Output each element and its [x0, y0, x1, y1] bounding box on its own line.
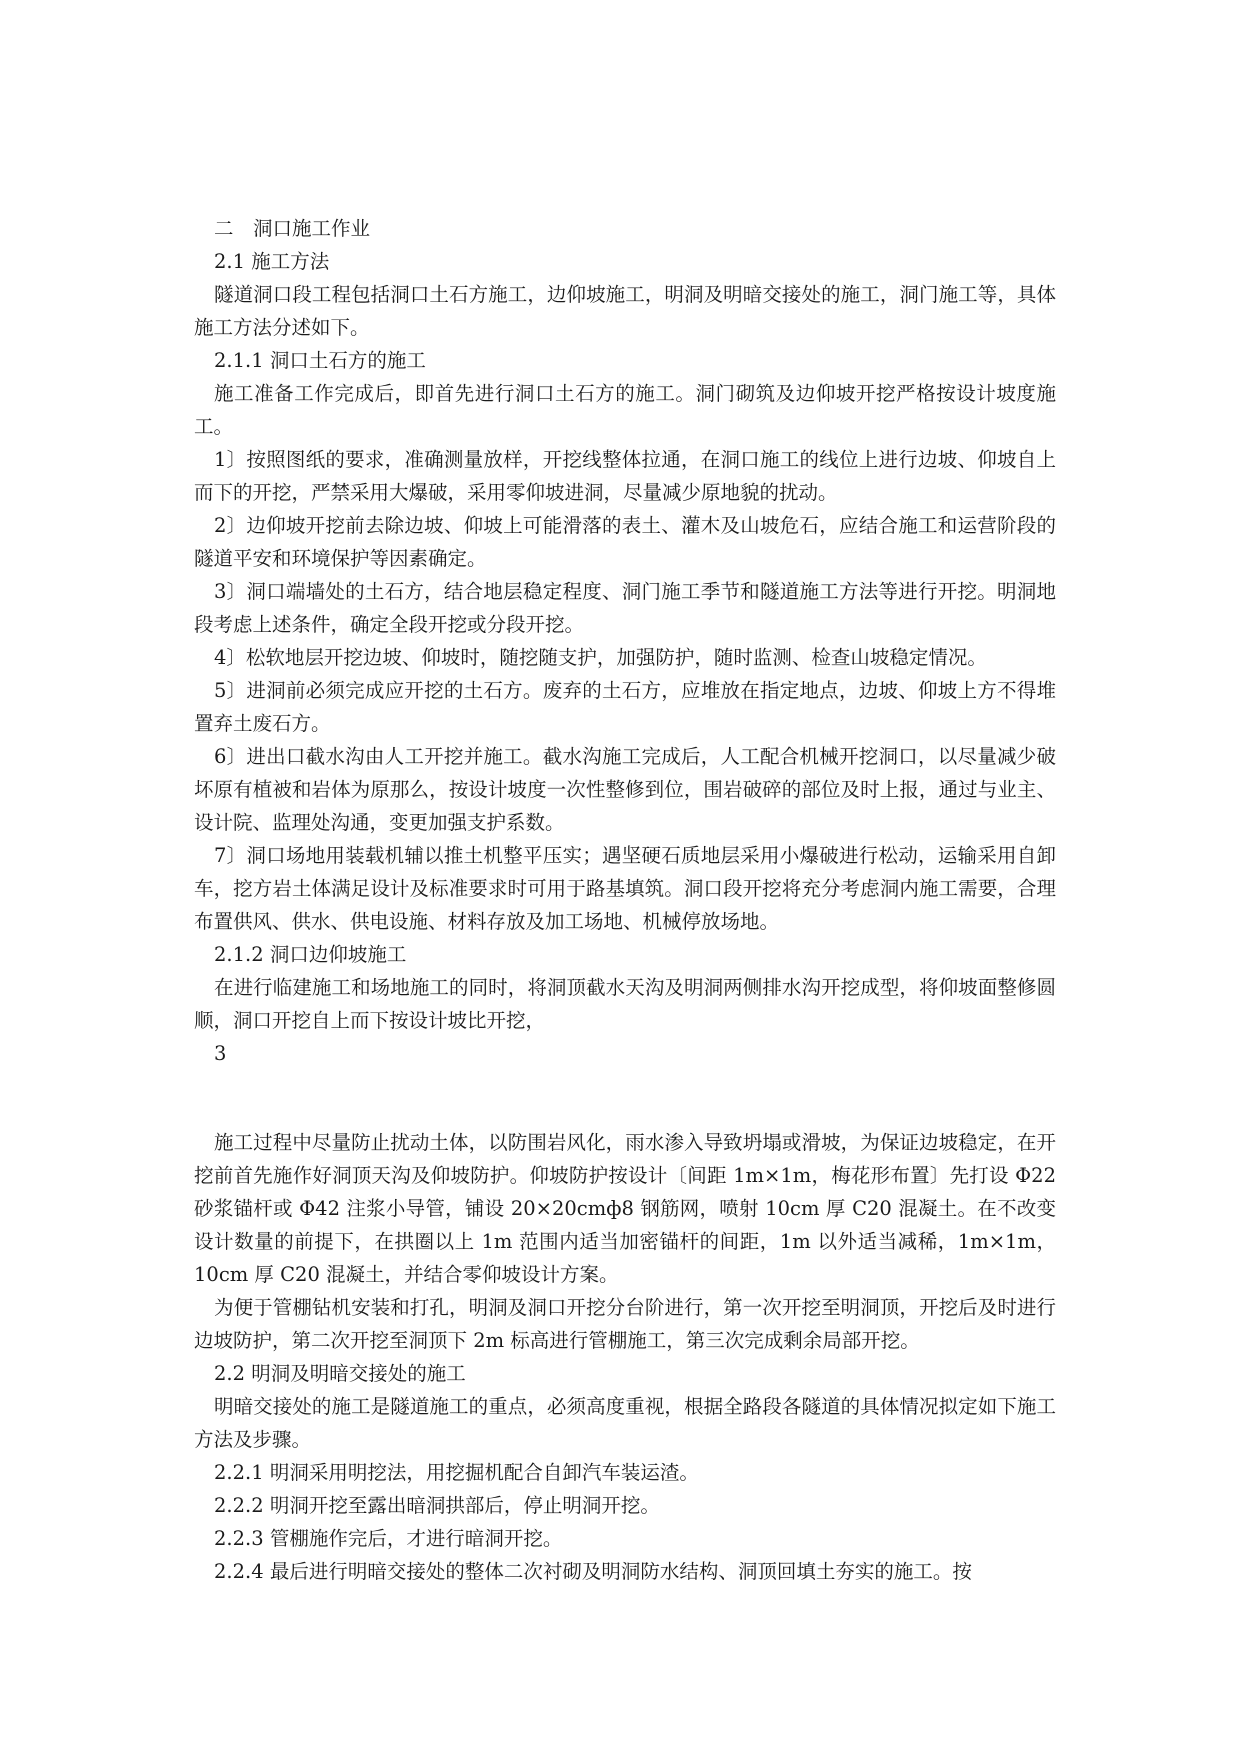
step-item: 2.2.3 管棚施作完后，才进行暗洞开挖。 — [214, 1527, 563, 1550]
continuation-paragraph: 施工过程中尽量防止扰动土体，以防围岩风化，雨水渗入导致坍塌或滑坡，为保证边坡稳定，在开挖前首先施作好洞顶天沟及仰坡防护。仰坡防护按设计〔间距 1m×1m，梅花形布置〕先打设 Φ22 砂浆锚杆或 Φ42 注浆小导管，铺设 20×20cmф8 钢筋网，喷射 10cm 厚 C20 混凝土。在不改变设计数量的前提下，在拱圈以上 1m 范围内适当加密锚杆的间距，1m 以外适当减稀，1m×1m，10cm 厚 C20 混凝土，并结合零仰坡设计方案。 — [194, 1131, 1056, 1286]
list-item: 3〕洞口端墙处的土石方，结合地层稳定程度、洞门施工季节和隧道施工方法等进行开挖。明洞地段考虑上述条件，确定全段开挖或分段开挖。 — [194, 580, 1056, 636]
page-two-body — [194, 1126, 1056, 1588]
list-item: 4〕松软地层开挖边坡、仰坡时，随挖随支护，加强防护，随时监测、检查山坡稳定情况。 — [214, 646, 987, 669]
list-item: 5〕进洞前必须完成应开挖的土石方。废弃的土石方，应堆放在指定地点，边坡、仰坡上方不得堆置弃土废石方。 — [194, 679, 1056, 735]
intro-paragraph: 隧道洞口段工程包括洞口土石方施工，边仰坡施工，明洞及明暗交接处的施工，洞门施工等，具体施工方法分述如下。 — [194, 283, 1056, 339]
page-number: 3 — [214, 1042, 227, 1065]
section-title: 二 洞口施工作业 — [214, 217, 371, 240]
step-item: 2.2.1 明洞采用明挖法，用挖掘机配合自卸汽车装运渣。 — [214, 1461, 699, 1484]
list-item: 1〕按照图纸的要求，准确测量放样，开挖线整体拉通，在洞口施工的线位上进行边坡、仰坡自上而下的开挖，严禁采用大爆破，采用零仰坡进洞，尽量减少原地貌的扰动。 — [194, 448, 1056, 504]
step-item: 2.2.4 最后进行明暗交接处的整体二次衬砌及明洞防水结构、洞顶回填土夯实的施工。按 — [214, 1560, 972, 1583]
preparation-paragraph: 施工准备工作完成后，即首先进行洞口土石方的施工。洞门砌筑及边仰坡开挖严格按设计坡度施工。 — [194, 382, 1056, 438]
page-one-body — [194, 212, 1056, 1070]
junction-paragraph: 明暗交接处的施工是隧道施工的重点，必须高度重视，根据全路段各隧道的具体情况拟定如下施工方法及步骤。 — [194, 1395, 1056, 1451]
slope-paragraph: 在进行临建施工和场地施工的同时，将洞顶截水天沟及明洞两侧排水沟开挖成型，将仰坡面整修圆顺，洞口开挖自上而下按设计坡比开挖， — [194, 976, 1056, 1032]
subsection-title-2-1: 2.1 施工方法 — [214, 250, 330, 273]
step-item: 2.2.2 明洞开挖至露出暗洞拱部后，停止明洞开挖。 — [214, 1494, 660, 1517]
subsection-title-2-2: 2.2 明洞及明暗交接处的施工 — [214, 1362, 466, 1385]
subsection-title-2-1-1: 2.1.1 洞口土石方的施工 — [214, 349, 426, 372]
pipe-roof-paragraph: 为便于管棚钻机安装和打孔，明洞及洞口开挖分台阶进行，第一次开挖至明洞顶，开挖后及时进行边坡防护，第二次开挖至洞顶下 2m 标高进行管棚施工，第三次完成剩余局部开挖。 — [194, 1296, 1056, 1352]
list-item: 6〕进出口截水沟由人工开挖并施工。截水沟施工完成后，人工配合机械开挖洞口，以尽量减少破坏原有植被和岩体为原那么，按设计坡度一次性整修到位，围岩破碎的部位及时上报，通过与业主、设计院、监理处沟通，变更加强支护系数。 — [194, 745, 1056, 834]
list-item: 2〕边仰坡开挖前去除边坡、仰坡上可能滑落的表土、灌木及山坡危石，应结合施工和运营阶段的隧道平安和环境保护等因素确定。 — [194, 514, 1056, 570]
subsection-title-2-1-2: 2.1.2 洞口边仰坡施工 — [214, 943, 407, 966]
list-item: 7〕洞口场地用装载机辅以推土机整平压实；遇坚硬石质地层采用小爆破进行松动，运输采用自卸车，挖方岩土体满足设计及标准要求时可用于路基填筑。洞口段开挖将充分考虑洞内施工需要，合理布置供风、供水、供电设施、材料存放及加工场地、机械停放场地。 — [194, 844, 1056, 933]
